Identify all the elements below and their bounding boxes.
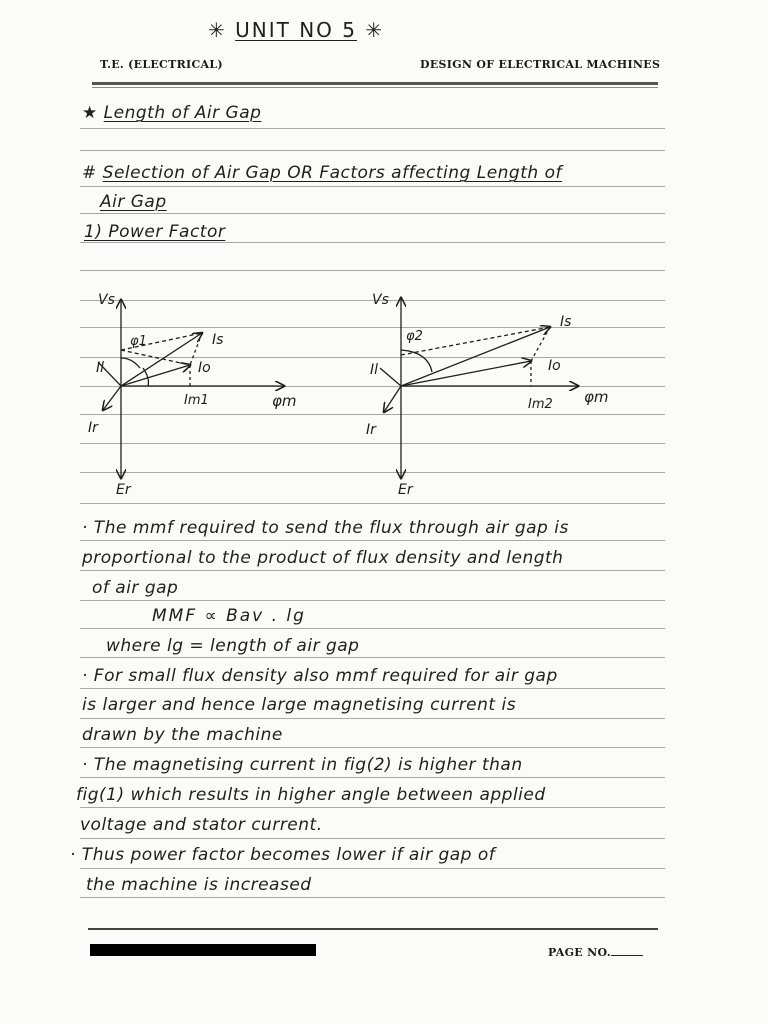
d2-io-label: Io (548, 358, 561, 374)
star-bullet-icon: ★ (82, 103, 98, 123)
body-line: the machine is increased (86, 875, 312, 895)
page-number-label: PAGE NO. (548, 946, 643, 959)
star-icon: ✳ (365, 18, 385, 42)
where-line: where lg = length of air gap (106, 636, 360, 656)
d1-ir-label: Ir (88, 420, 98, 436)
d2-im-label: Im2 (528, 397, 553, 412)
d1-vs-label: Vs (98, 292, 115, 308)
body-line: · The magnetising current in fig(2) is higher than (82, 755, 523, 775)
star-icon: ✳ (208, 18, 227, 42)
body-line: is larger and hence large magnetising current is (82, 695, 517, 715)
d1-phi-label: φ1 (130, 334, 147, 349)
d1-er-label: Er (116, 482, 131, 498)
factor-heading: 1) Power Factor (84, 222, 226, 242)
d2-phi-label: φ2 (406, 329, 423, 344)
body-line: of air gap (92, 578, 179, 598)
body-line: drawn by the machine (82, 725, 283, 745)
course-label: T.E. (ELECTRICAL) (100, 58, 223, 71)
body-line: voltage and stator current. (80, 815, 323, 835)
phasor-diagram-2 (380, 298, 578, 478)
d2-is-label: Is (560, 314, 572, 330)
d2-phim-label: φm (584, 388, 609, 406)
subject-label: DESIGN OF ELECTRICAL MACHINES (420, 58, 661, 71)
d2-ir-label: Ir (366, 422, 376, 438)
d1-phim-label: φm (272, 392, 297, 410)
d1-il-label: Il (96, 360, 105, 376)
page-heading: ★ Length of Air Gap (82, 103, 262, 123)
hash-bullet-icon: # (82, 163, 97, 183)
d2-il-label: Il (370, 362, 379, 378)
redaction-bar (90, 944, 316, 956)
section-title-cont: Air Gap (100, 192, 167, 212)
body-line: proportional to the product of flux density and length (82, 548, 564, 568)
section-title: # Selection of Air Gap OR Factors affecting Length of (82, 163, 562, 183)
unit-title: ✳ UNIT NO 5 ✳ (208, 18, 385, 42)
footer-divider (88, 928, 658, 930)
body-line: · The mmf required to send the flux through air gap is (82, 518, 569, 538)
body-line: · Thus power factor becomes lower if air gap of (70, 845, 496, 865)
d1-io-label: Io (198, 360, 211, 376)
formula: MMF ∝ Bav . lg (152, 606, 306, 626)
d1-im-label: Im1 (184, 393, 209, 408)
body-line: fig(1) which results in higher angle between applied (76, 785, 546, 805)
phasor-diagram-1 (98, 300, 284, 478)
d2-er-label: Er (398, 482, 413, 498)
d1-is-label: Is (212, 332, 224, 348)
d2-vs-label: Vs (372, 292, 389, 308)
body-line: · For small flux density also mmf required for air gap (82, 666, 558, 686)
